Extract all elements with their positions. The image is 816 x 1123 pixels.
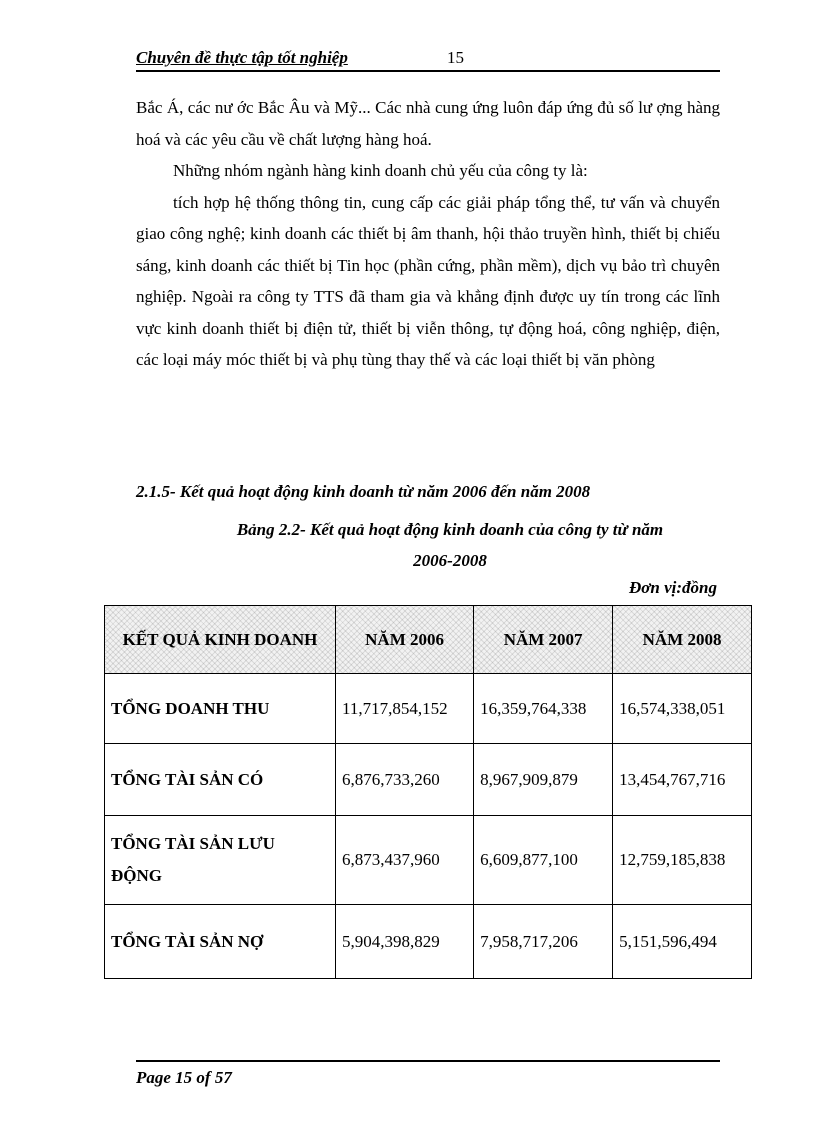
section-heading: 2.1.5- Kết quả hoạt động kinh doanh từ năm 2006 đến năm 2008 [136,482,591,501]
unit-label: Đơn vị:đồng [629,578,717,597]
table-header-row [105,606,752,674]
table-cell: 6,876,733,260 [336,744,474,816]
table-cell: 13,454,767,716 [613,744,752,816]
table-row [105,816,752,905]
table-cell: 5,904,398,829 [336,905,474,979]
row-label: TỔNG TÀI SẢN NỢ [105,905,336,979]
table-caption-line-1: Bảng 2.2- Kết quả hoạt động kinh doanh của công ty từ năm [236,520,664,539]
paragraph-2: Những nhóm ngành hàng kinh doanh chủ yếu của công ty là: [173,161,588,180]
column-header: KẾT QUẢ KINH DOANH [105,606,336,674]
footer-page-indicator: Page 15 of 57 [136,1068,232,1087]
row-label: TỔNG TÀI SẢN CÓ [105,744,336,816]
page-footer [136,1060,720,1087]
column-header: NĂM 2008 [613,606,752,674]
table-row [105,744,752,816]
body-text [136,92,720,376]
table-cell: 5,151,596,494 [613,905,752,979]
table-row [105,674,752,744]
row-label: TỔNG TÀI SẢN LƯU ĐỘNG [105,816,336,905]
column-header: NĂM 2007 [474,606,613,674]
paragraph-1: Bắc Á, các nư ớc Bắc Âu và Mỹ... Các nhà cung ứng luôn đáp ứng đủ số lư ợng hàng hoá và các yêu cầu về chất lượng hàng hoá. [136,98,720,149]
table-cell: 8,967,909,879 [474,744,613,816]
paragraph-3: tích hợp hệ thống thông tin, cung cấp các giải pháp tổng thể, tư vấn và chuyển giao công nghệ; kinh doanh các thiết bị âm thanh, hội thảo truyền hình, thiết bị chiếu sáng, kinh doanh các thiết bị Tin học (phần cứng, phần mềm), dịch vụ bảo trì chuyên nghiệp. Ngoài ra công ty TTS đã tham gia và khẳng định được uy tín trong các lĩnh vực kinh doanh thiết bị điện tử, thiết bị viễn thông, tự động hoá, công nghiệp, điện, các loại máy móc thiết bị và phụ tùng thay thế và các loại thiết bị văn phòng [136,192,720,369]
table-cell: 12,759,185,838 [613,816,752,905]
table-cell: 6,873,437,960 [336,816,474,905]
document-title: Chuyên đề thực tập tốt nghiệp [136,48,348,67]
table-cell: 7,958,717,206 [474,905,613,979]
results-table [104,605,752,979]
page-header [136,46,720,72]
table-caption [190,514,710,576]
header-page-number: 15 [447,48,464,67]
table-cell: 16,359,764,338 [474,674,613,744]
table-cell: 16,574,338,051 [613,674,752,744]
table-caption-line-2: 2006-2008 [413,551,487,570]
table-cell: 11,717,854,152 [336,674,474,744]
table-row [105,905,752,979]
column-header: NĂM 2006 [336,606,474,674]
table-cell: 6,609,877,100 [474,816,613,905]
row-label: TỔNG DOANH THU [105,674,336,744]
